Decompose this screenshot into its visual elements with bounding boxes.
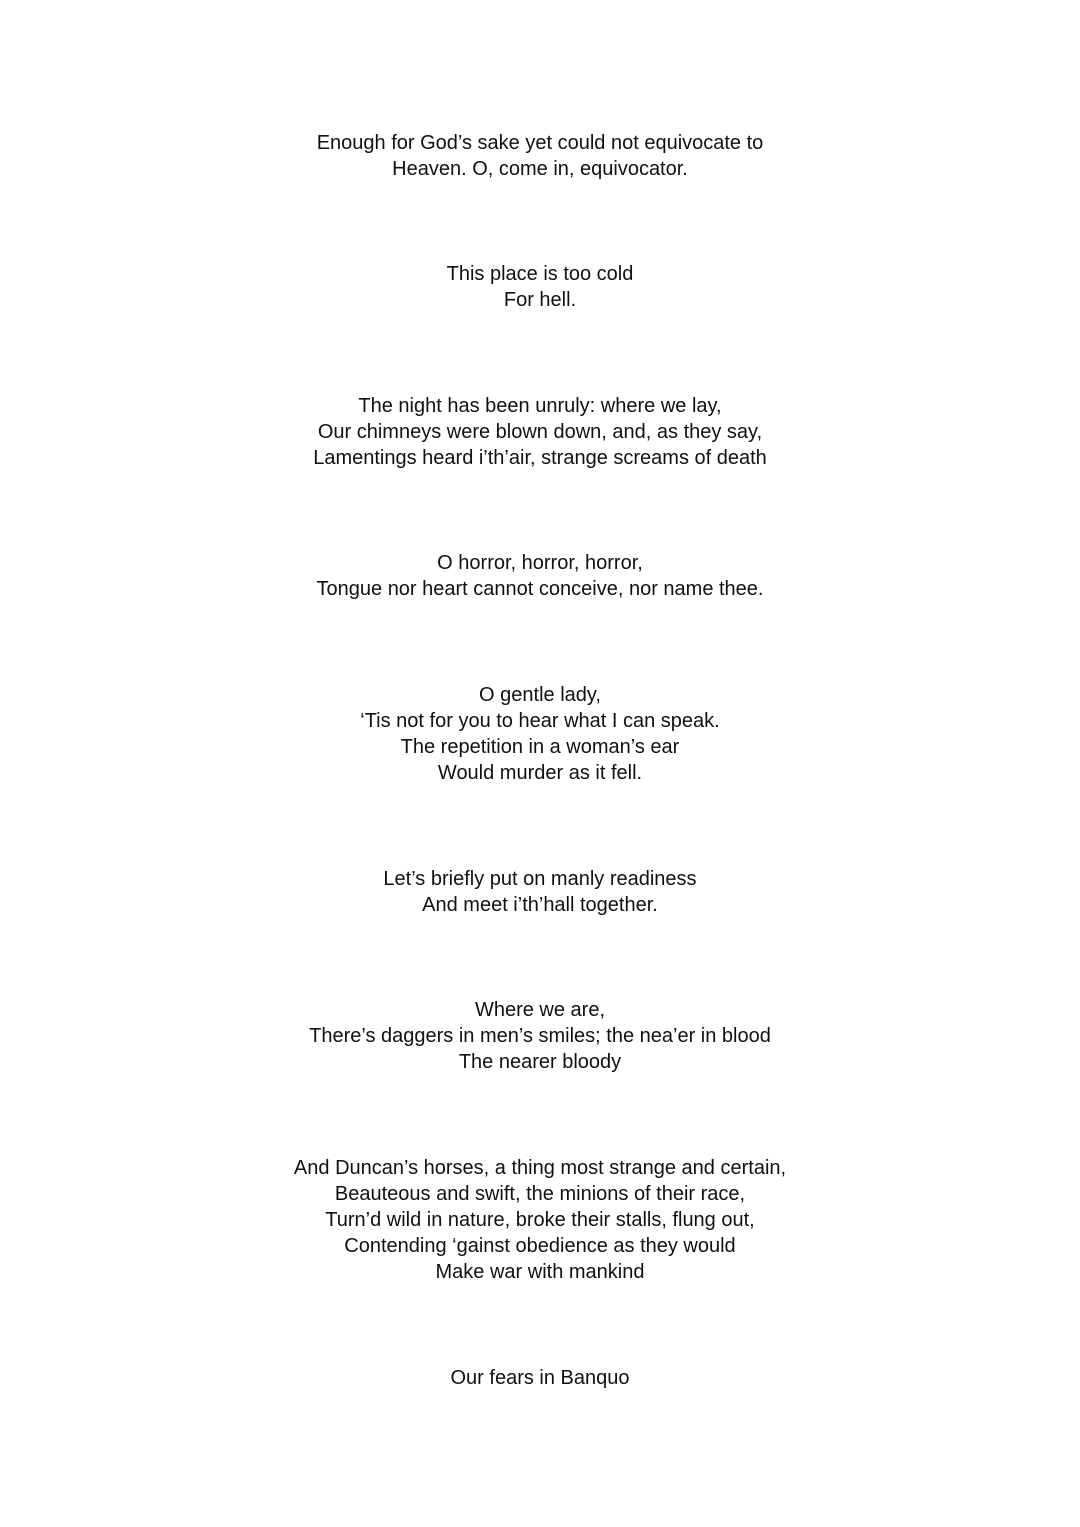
quote-line: This place is too cold xyxy=(446,263,634,285)
quote-line: Lamentings heard i’th’air, strange screams of death xyxy=(313,447,767,469)
quote-line: Our fears in Banquo xyxy=(450,1367,630,1389)
quote-line: Beauteous and swift, the minions of their race, xyxy=(334,1183,746,1205)
quote-line: Turn’d wild in nature, broke their stalls, flung out, xyxy=(325,1209,755,1231)
quote-line: ‘Tis not for you to hear what I can speak. xyxy=(360,710,720,732)
quote-stanza-gentle-lady xyxy=(0,682,1080,786)
quote-line: For hell. xyxy=(503,289,577,311)
quote-line: Make war with mankind xyxy=(435,1261,645,1283)
quote-line: Where we are, xyxy=(474,999,606,1021)
quote-stanza-unruly-night xyxy=(0,393,1080,471)
quote-line: Enough for God’s sake yet could not equivocate to xyxy=(316,132,764,154)
quote-stanza-horror xyxy=(0,550,1080,602)
quote-line: The nearer bloody xyxy=(458,1051,622,1073)
quote-line: O gentle lady, xyxy=(479,684,601,706)
quote-line: Our chimneys were blown down, and, as they say, xyxy=(317,421,763,443)
quote-stanza-too-cold xyxy=(0,261,1080,313)
quote-line: Let’s briefly put on manly readiness xyxy=(383,868,697,890)
quote-line: And Duncan’s horses, a thing most strange and certain, xyxy=(293,1157,787,1179)
quote-stanza-daggers xyxy=(0,997,1080,1075)
quote-line: There’s daggers in men’s smiles; the nea’er in blood xyxy=(309,1025,771,1047)
quote-line: Tongue nor heart cannot conceive, nor name thee. xyxy=(316,578,764,600)
quote-line: Contending ‘gainst obedience as they would xyxy=(344,1235,736,1257)
quote-line: Would murder as it fell. xyxy=(437,762,643,784)
quote-stanza-manly-readiness xyxy=(0,866,1080,918)
quote-stanza-equivocator xyxy=(0,130,1080,182)
quote-line: Heaven. O, come in, equivocator. xyxy=(392,158,688,180)
quote-line: And meet i’th’hall together. xyxy=(422,894,658,916)
quote-line: The night has been unruly: where we lay, xyxy=(358,395,722,417)
quote-line: The repetition in a woman’s ear xyxy=(400,736,680,758)
quote-stanza-banquo xyxy=(0,1365,1080,1391)
quote-stanza-duncans-horses xyxy=(0,1155,1080,1285)
quote-line: O horror, horror, horror, xyxy=(437,552,643,574)
